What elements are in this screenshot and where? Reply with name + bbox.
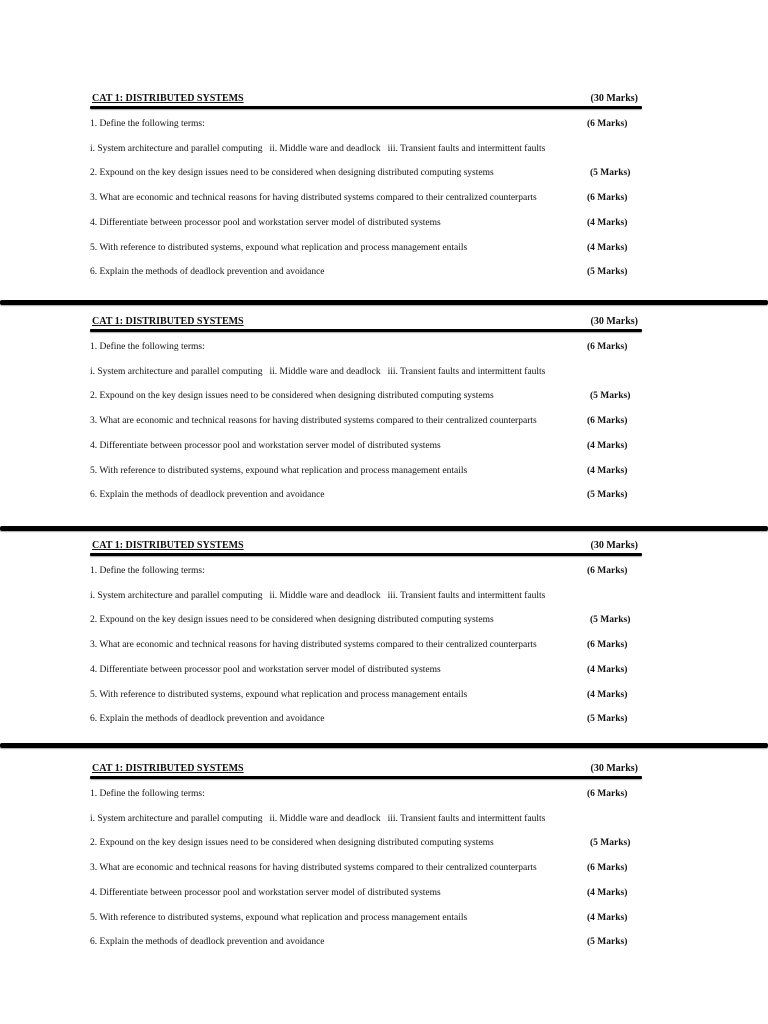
question-row <box>90 911 634 925</box>
question-row <box>90 638 634 652</box>
question-text: 3. What are economic and technical reasons for having distributed systems compared to their centralized counterparts <box>90 863 537 873</box>
section-header <box>92 93 638 107</box>
section-title: CAT 1: DISTRIBUTED SYSTEMS <box>92 540 244 551</box>
question-row <box>90 464 634 478</box>
question-marks: (6 Marks) <box>587 119 628 129</box>
question-text: 1. Define the following terms: <box>90 566 205 576</box>
question-text: 2. Expound on the key design issues need to be considered when designing distributed computing systems <box>90 838 494 848</box>
question-text: 1. Define the following terms: <box>90 342 205 352</box>
question-row <box>90 389 634 403</box>
question-text: 5. With reference to distributed systems, expound what replication and process management entails <box>90 243 468 253</box>
subterm: i. System architecture and parallel computing <box>90 591 263 601</box>
subterm: iii. Transient faults and intermittent faults <box>387 814 546 824</box>
question-marks: (4 Marks) <box>587 466 628 476</box>
question-marks: (5 Marks) <box>590 391 631 401</box>
subterm: ii. Middle ware and deadlock <box>269 144 381 154</box>
question-text: 6. Explain the methods of deadlock prevention and avoidance <box>90 267 325 277</box>
question-marks: (6 Marks) <box>587 789 628 799</box>
question-marks: (4 Marks) <box>587 690 628 700</box>
question-marks: (5 Marks) <box>587 267 628 277</box>
question-row <box>90 688 634 702</box>
header-underline <box>90 106 642 109</box>
question-marks: (5 Marks) <box>590 838 631 848</box>
question-row <box>90 241 634 255</box>
section-total-marks: (30 Marks) <box>590 316 638 327</box>
question-text: 5. With reference to distributed systems, expound what replication and process management entails <box>90 466 468 476</box>
question-marks: (6 Marks) <box>587 416 628 426</box>
subterm: i. System architecture and parallel computing <box>90 144 263 154</box>
question-text: 4. Differentiate between processor pool and workstation server model of distributed systems <box>90 888 441 898</box>
question-marks: (5 Marks) <box>587 490 628 500</box>
section-header <box>92 763 638 777</box>
subterm: iii. Transient faults and intermittent faults <box>387 144 546 154</box>
header-underline <box>90 553 642 556</box>
question-text: 6. Explain the methods of deadlock prevention and avoidance <box>90 937 325 947</box>
question-text: 1. Define the following terms: <box>90 119 205 129</box>
question-text: 5. With reference to distributed systems, expound what replication and process management entails <box>90 913 468 923</box>
question-marks: (6 Marks) <box>587 640 628 650</box>
subterm: iii. Transient faults and intermittent faults <box>387 591 546 601</box>
question-text: 4. Differentiate between processor pool and workstation server model of distributed systems <box>90 218 441 228</box>
question-marks: (4 Marks) <box>587 441 628 451</box>
question-text: 4. Differentiate between processor pool and workstation server model of distributed systems <box>90 441 441 451</box>
question-row <box>90 216 634 230</box>
subterm: ii. Middle ware and deadlock <box>269 814 381 824</box>
header-underline <box>90 329 642 332</box>
section-total-marks: (30 Marks) <box>590 763 638 774</box>
section-total-marks: (30 Marks) <box>590 93 638 104</box>
question-marks: (4 Marks) <box>587 913 628 923</box>
question-row <box>90 712 634 726</box>
question-marks: (6 Marks) <box>587 342 628 352</box>
question-row <box>90 166 634 180</box>
question-marks: (5 Marks) <box>590 615 631 625</box>
subterms-row <box>90 142 634 156</box>
question-row <box>90 439 634 453</box>
question-marks: (5 Marks) <box>590 168 631 178</box>
question-text: 2. Expound on the key design issues need to be considered when designing distributed computing systems <box>90 615 494 625</box>
question-marks: (4 Marks) <box>587 665 628 675</box>
question-marks: (5 Marks) <box>587 714 628 724</box>
subterms-row <box>90 365 634 379</box>
question-marks: (6 Marks) <box>587 863 628 873</box>
section-divider <box>0 300 768 305</box>
question-row <box>90 265 634 279</box>
section-title: CAT 1: DISTRIBUTED SYSTEMS <box>92 316 244 327</box>
question-text: 2. Expound on the key design issues need to be considered when designing distributed computing systems <box>90 168 494 178</box>
section-title: CAT 1: DISTRIBUTED SYSTEMS <box>92 763 244 774</box>
question-text: 3. What are economic and technical reasons for having distributed systems compared to their centralized counterparts <box>90 416 537 426</box>
question-row <box>90 414 634 428</box>
question-text: 2. Expound on the key design issues need to be considered when designing distributed computing systems <box>90 391 494 401</box>
question-row <box>90 117 634 131</box>
subterms-row <box>90 812 634 826</box>
question-text: 4. Differentiate between processor pool and workstation server model of distributed systems <box>90 665 441 675</box>
question-text: 6. Explain the methods of deadlock prevention and avoidance <box>90 490 325 500</box>
question-marks: (5 Marks) <box>587 937 628 947</box>
question-marks: (6 Marks) <box>587 566 628 576</box>
section-header <box>92 316 638 330</box>
subterm: iii. Transient faults and intermittent faults <box>387 367 546 377</box>
question-row <box>90 488 634 502</box>
question-row <box>90 935 634 949</box>
question-text: 3. What are economic and technical reasons for having distributed systems compared to their centralized counterparts <box>90 640 537 650</box>
header-underline <box>90 776 642 779</box>
question-row <box>90 663 634 677</box>
section-header <box>92 540 638 554</box>
subterm: i. System architecture and parallel computing <box>90 814 263 824</box>
section-divider <box>0 526 768 531</box>
subterm: ii. Middle ware and deadlock <box>269 591 381 601</box>
subterms-row <box>90 589 634 603</box>
question-row <box>90 564 634 578</box>
question-row <box>90 613 634 627</box>
question-text: 5. With reference to distributed systems, expound what replication and process management entails <box>90 690 468 700</box>
question-row <box>90 886 634 900</box>
question-row <box>90 861 634 875</box>
section-total-marks: (30 Marks) <box>590 540 638 551</box>
question-marks: (4 Marks) <box>587 218 628 228</box>
question-row <box>90 191 634 205</box>
question-marks: (6 Marks) <box>587 193 628 203</box>
question-text: 6. Explain the methods of deadlock prevention and avoidance <box>90 714 325 724</box>
question-row <box>90 340 634 354</box>
question-row <box>90 787 634 801</box>
subterm: ii. Middle ware and deadlock <box>269 367 381 377</box>
question-marks: (4 Marks) <box>587 243 628 253</box>
question-text: 1. Define the following terms: <box>90 789 205 799</box>
section-title: CAT 1: DISTRIBUTED SYSTEMS <box>92 93 244 104</box>
question-marks: (4 Marks) <box>587 888 628 898</box>
subterm: i. System architecture and parallel computing <box>90 367 263 377</box>
question-text: 3. What are economic and technical reasons for having distributed systems compared to their centralized counterparts <box>90 193 537 203</box>
section-divider <box>0 743 768 748</box>
question-row <box>90 836 634 850</box>
